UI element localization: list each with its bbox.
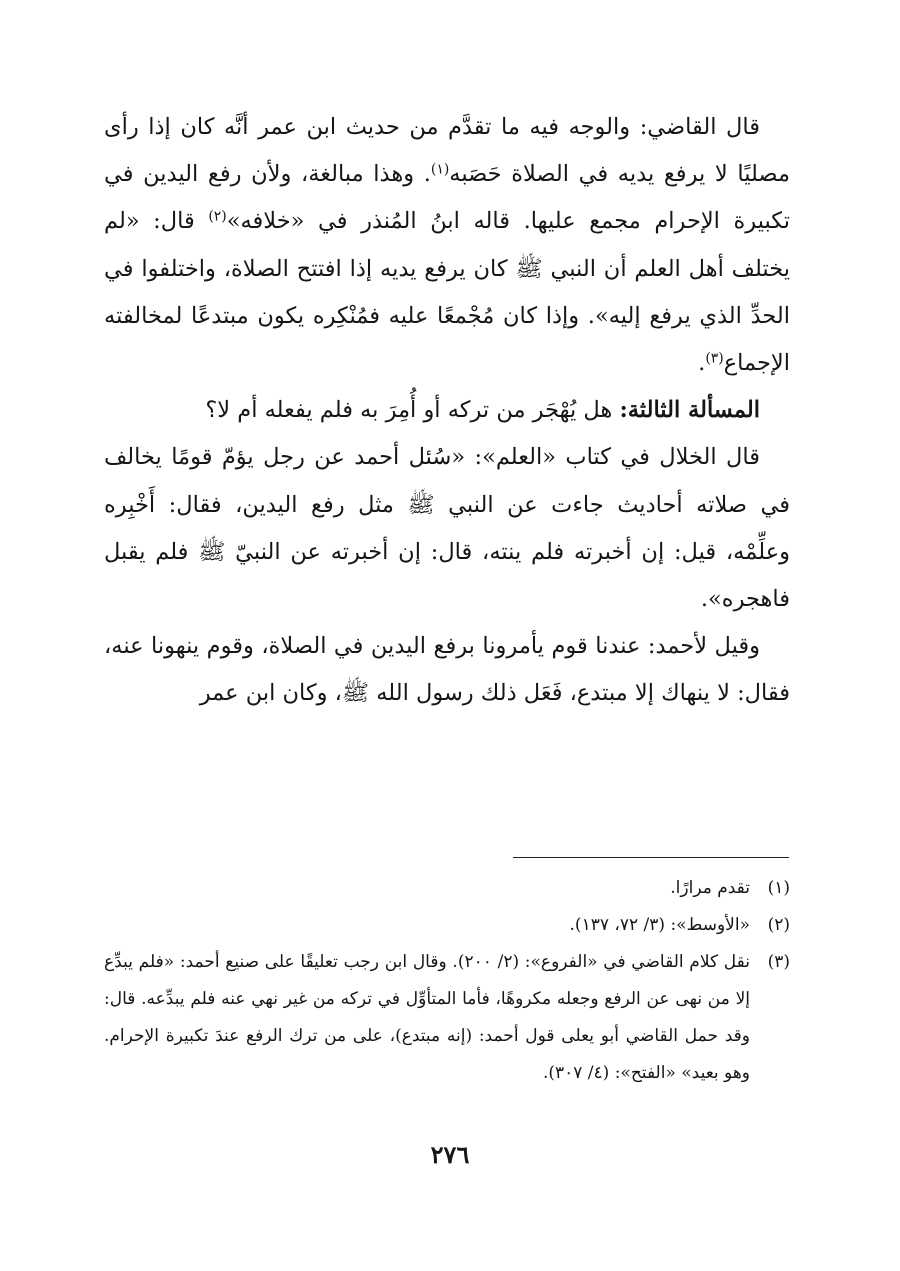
footnote-number: (٢)	[767, 915, 790, 935]
p1-text-b: . وهذا مبالغة، ولأن رفع اليدين في تكبيرة الإحرام مجمع عليها. قاله ابنُ المُنذر في «خلافه»	[104, 161, 790, 235]
p1-text-c: قال: «لم يختلف أهل العلم أن النبي ﷺ كان يرفع يديه إذا افتتح الصلاة، واختلفوا في الحدِّ الذي يرفع إليه». وإذا كان مُجْمعًا عليه فمُنْكِره يكون مبتدعًا لمخالفته الإجماع	[104, 208, 790, 377]
footnote-text: نقل كلام القاضي في «الفروع»: (٢/ ٢٠٠). وقال ابن رجب تعليقًا على صنيع أحمد: «فلم يبدِّع إلا من نهى عن الرفع وجعله مكروهًا، فأما المتأوِّل في تركه من غير نهي عنه فلم يبدِّعه. قال: وقد حمل القاضي أبو يعلى قول أحمد: (إنه مبتدع)، على من ترك الرفع عندَ تكبيرة الإحرام. وهو بعيد» «الفتح»: (٤/ ٣٠٧).	[104, 952, 750, 1083]
section-heading: المسألة الثالثة:	[619, 397, 760, 424]
footnote-3	[104, 944, 790, 1092]
footnotes	[104, 870, 790, 1092]
page-number: ٢٧٦	[430, 1140, 470, 1169]
footnote-separator	[513, 857, 789, 858]
footnote-1	[104, 870, 790, 907]
footnote-ref-3: (٣)	[705, 350, 724, 367]
footnote-number: (٣)	[767, 952, 790, 972]
p1-text-a: قال القاضي: والوجه فيه ما تقدَّم من حديث ابن عمر أنَّه كان إذا رأى مصليًا لا يرفع يديه في الصلاة حَصَبه	[104, 114, 790, 188]
footnote-text: «الأوسط»: (٣/ ٧٢، ١٣٧).	[569, 915, 750, 935]
main-text	[104, 104, 790, 718]
paragraph-3: قال الخلال في كتاب «العلم»: «سُئل أحمد عن رجل يؤمّ قومًا يخالف في صلاته أحاديث جاءت عن النبي ﷺ مثل رفع اليدين، فقال: أَخْبِره وعلِّمْه، قيل: إن أخبرته فلم ينته، قال: إن أخبرته عن النبيّ ﷺ فلم يقبل فاهجره».	[104, 444, 790, 613]
footnote-2	[104, 907, 790, 944]
footnote-ref-2: (٢)	[208, 208, 227, 225]
paragraph-4: وقيل لأحمد: عندنا قوم يأمرونا برفع اليدين في الصلاة، وقوم ينهونا عنه، فقال: لا ينهاك إلا مبتدع، فَعَل ذلك رسول الله ﷺ، وكان ابن عمر	[104, 633, 790, 707]
footnote-number: (١)	[767, 878, 790, 898]
paragraph-2	[104, 387, 790, 434]
footnote-ref-1: (١)	[430, 161, 450, 178]
paragraph-1	[104, 104, 790, 387]
section-question: هل يُهْجَر من تركه أو أُمِرَ به فلم يفعله أم لا؟	[205, 397, 620, 424]
footnote-text: تقدم مرارًا.	[670, 878, 750, 898]
p1-text-d: .	[698, 350, 706, 377]
